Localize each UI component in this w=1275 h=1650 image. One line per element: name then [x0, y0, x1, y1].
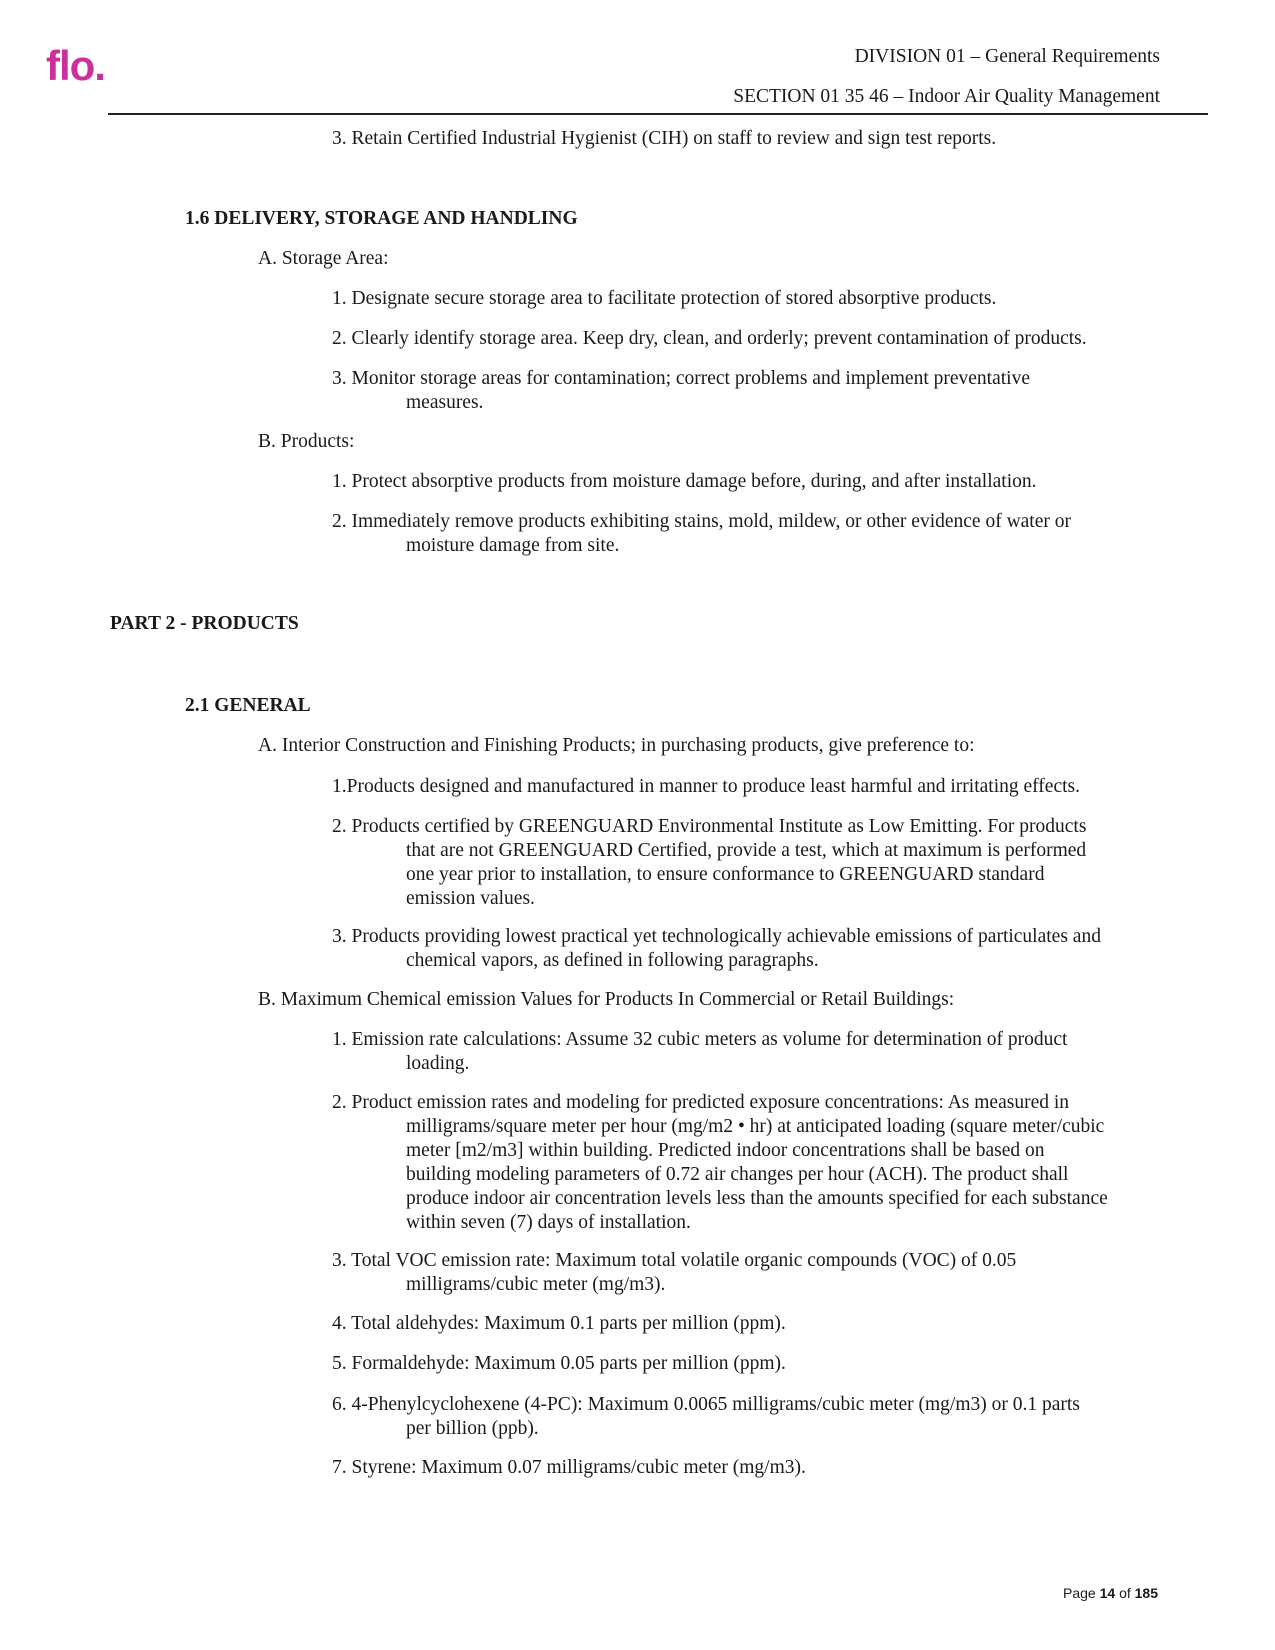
list-item-line: loading. — [406, 1053, 470, 1074]
list-item — [332, 815, 1086, 911]
list-item-line: produce indoor air concentration levels less than the amounts specified for each substance — [406, 1188, 1108, 1209]
list-item-line: chemical vapors, as defined in following paragraphs. — [406, 950, 819, 971]
list-item: 4. Total aldehydes: Maximum 0.1 parts per million (ppm). — [332, 1313, 786, 1334]
list-item: 1.Products designed and manufactured in manner to produce least harmful and irritating effects. — [332, 776, 1080, 797]
total-pages: 185 — [1134, 1585, 1158, 1601]
list-item-line: 6. 4-Phenylcyclohexene (4-PC): Maximum 0.0065 milligrams/cubic meter (mg/m3) or 0.1 parts — [332, 1394, 1080, 1415]
of-label: of — [1119, 1585, 1131, 1601]
section-heading-2-1: 2.1 GENERAL — [185, 695, 311, 716]
page-footer — [1063, 1585, 1158, 1601]
list-item-line: moisture damage from site. — [406, 535, 620, 556]
list-item-line: one year prior to installation, to ensure conformance to GREENGUARD standard — [406, 864, 1045, 885]
list-item: 7. Styrene: Maximum 0.07 milligrams/cubic meter (mg/m3). — [332, 1457, 806, 1478]
list-item-line: within seven (7) days of installation. — [406, 1212, 691, 1233]
list-item-line: meter [m2/m3] within building. Predicted indoor concentrations shall be based on — [406, 1140, 1045, 1161]
page-number: 14 — [1099, 1585, 1116, 1601]
header-division: DIVISION 01 – General Requirements — [854, 46, 1160, 67]
list-item — [332, 1091, 1108, 1235]
list-item — [332, 1028, 1067, 1076]
subsection-label: B. Maximum Chemical emission Values for Products In Commercial or Retail Buildings: — [258, 989, 955, 1010]
part-heading: PART 2 - PRODUCTS — [110, 613, 299, 634]
list-item: 2. Clearly identify storage area. Keep dry, clean, and orderly; prevent contamination of products. — [332, 328, 1087, 349]
header-section: SECTION 01 35 46 – Indoor Air Quality Management — [733, 86, 1160, 107]
list-item-line: per billion (ppb). — [406, 1418, 539, 1439]
list-item-line: 2. Product emission rates and modeling for predicted exposure concentrations: As measured in — [332, 1092, 1070, 1113]
list-item: 1. Designate secure storage area to facilitate protection of stored absorptive products. — [332, 288, 997, 309]
list-item — [332, 925, 1101, 973]
list-item-line: 3. Total VOC emission rate: Maximum total volatile organic compounds (VOC) of 0.05 — [332, 1250, 1017, 1271]
list-item: 1. Protect absorptive products from moisture damage before, during, and after installation. — [332, 471, 1037, 492]
list-item — [332, 510, 1071, 558]
list-item-line: 3. Products providing lowest practical yet technologically achievable emissions of particulates and — [332, 926, 1101, 947]
list-item-line: building modeling parameters of 0.72 air changes per hour (ACH). The product shall — [406, 1164, 1069, 1185]
list-item: 5. Formaldehyde: Maximum 0.05 parts per million (ppm). — [332, 1353, 786, 1374]
list-item-line: 1. Emission rate calculations: Assume 32 cubic meters as volume for determination of product — [332, 1029, 1068, 1050]
list-item-line: that are not GREENGUARD Certified, provide a test, which at maximum is performed — [406, 840, 1087, 861]
flo-logo — [46, 44, 142, 88]
list-item — [332, 1249, 1016, 1297]
list-item — [332, 367, 1030, 415]
list-item-line: 2. Immediately remove products exhibiting stains, mold, mildew, or other evidence of water or — [332, 511, 1071, 532]
subsection-label: A. Storage Area: — [258, 248, 389, 269]
subsection-label: B. Products: — [258, 431, 355, 452]
list-item-line: milligrams/square meter per hour (mg/m2 • hr) at anticipated loading (square meter/cubic — [406, 1116, 1105, 1137]
list-item-line: emission values. — [406, 888, 535, 909]
list-item: 3. Retain Certified Industrial Hygienist (CIH) on staff to review and sign test reports. — [332, 128, 997, 149]
list-item-line: measures. — [406, 392, 484, 413]
page-label: Page — [1063, 1585, 1096, 1601]
list-item-line: 3. Monitor storage areas for contamination; correct problems and implement preventative — [332, 368, 1030, 389]
list-item-line: 2. Products certified by GREENGUARD Environmental Institute as Low Emitting. For products — [332, 816, 1087, 837]
svg-text:flo.: flo. — [46, 44, 105, 88]
subsection-label: A. Interior Construction and Finishing Products; in purchasing products, give preference to: — [258, 735, 975, 756]
header-rule — [108, 113, 1208, 115]
list-item — [332, 1393, 1080, 1441]
section-heading-1-6: 1.6 DELIVERY, STORAGE AND HANDLING — [185, 208, 578, 229]
list-item-line: milligrams/cubic meter (mg/m3). — [406, 1274, 666, 1295]
